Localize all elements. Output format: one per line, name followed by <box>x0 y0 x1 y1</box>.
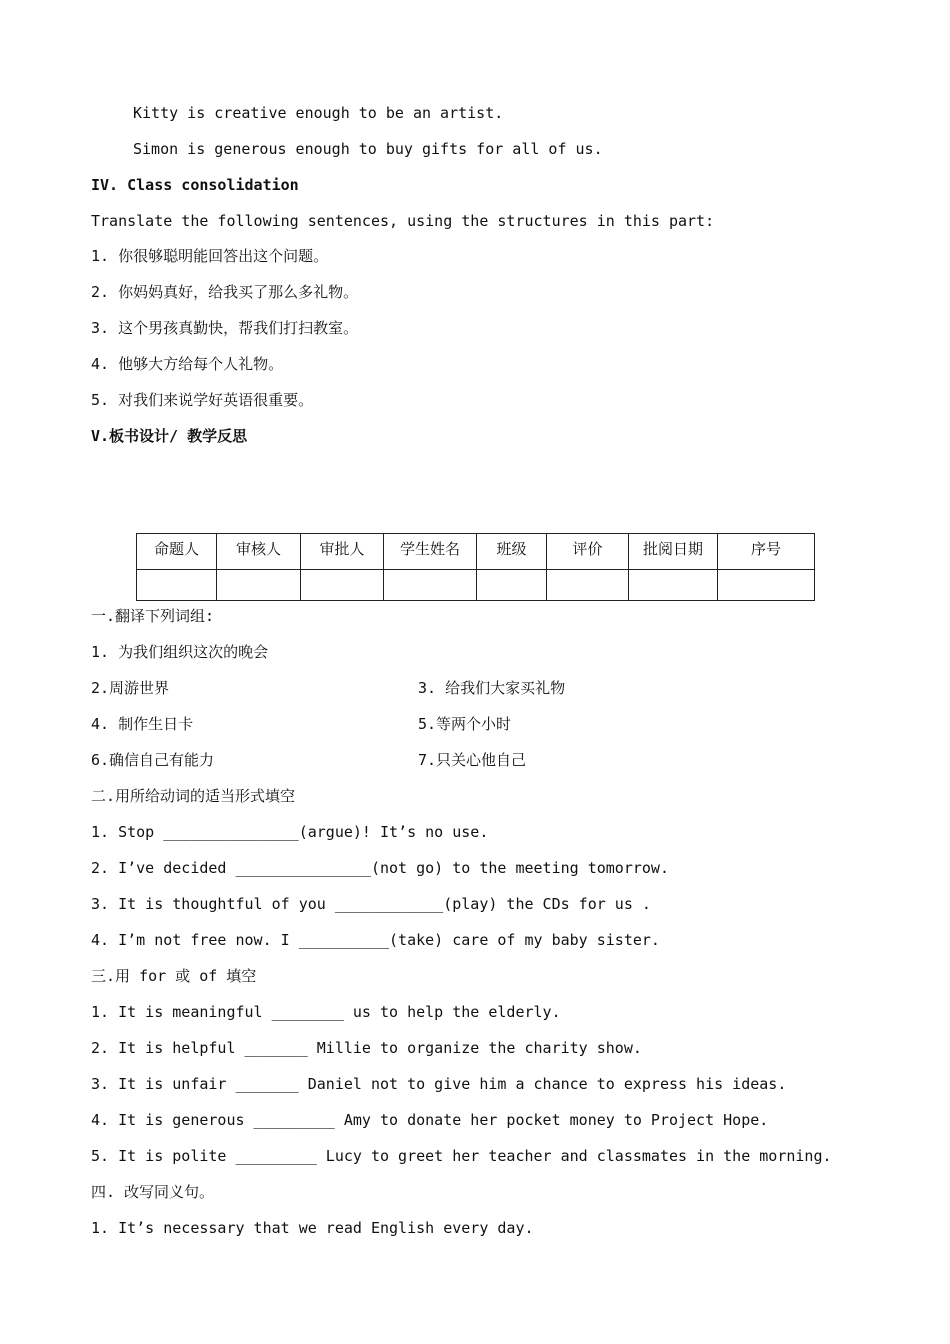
table-cell[interactable] <box>301 570 384 601</box>
part-heading-for-or-of: 三.用 for 或 of 填空 <box>91 967 257 985</box>
example-sentence: Kitty is creative enough to be an artist. <box>133 104 504 122</box>
table-cell[interactable] <box>718 570 815 601</box>
phrase-item: 3. 给我们大家买礼物 <box>418 679 566 697</box>
translation-item: 1. 你很够聪明能回答出这个问题。 <box>91 247 329 265</box>
table-cell[interactable] <box>477 570 547 601</box>
phrase-item: 6.确信自己有能力 <box>91 751 215 769</box>
example-sentence: Simon is generous enough to buy gifts for all of us. <box>133 140 603 158</box>
table-cell[interactable] <box>137 570 217 601</box>
phrase-item: 7.只关心他自己 <box>418 751 527 769</box>
fill-blank-item: 1. Stop _______________(argue)! It’s no use. <box>91 823 489 841</box>
fill-blank-item: 4. I’m not free now. I __________(take) care of my baby sister. <box>91 931 660 949</box>
fill-blank-item: 4. It is generous _________ Amy to donate her pocket money to Project Hope. <box>91 1111 769 1129</box>
section-heading-class-consolidation: IV. Class consolidation <box>91 176 299 194</box>
fill-blank-item: 1. It is meaningful ________ us to help the elderly. <box>91 1003 561 1021</box>
translation-item: 5. 对我们来说学好英语很重要。 <box>91 391 314 409</box>
fill-blank-item: 5. It is polite _________ Lucy to greet her teacher and classmates in the morning. <box>91 1147 832 1165</box>
table-header-cell: 批阅日期 <box>629 534 718 570</box>
table-cell[interactable] <box>384 570 477 601</box>
table-cell[interactable] <box>547 570 629 601</box>
section-instruction: Translate the following sentences, using the structures in this part: <box>91 212 715 230</box>
phrase-item: 4. 制作生日卡 <box>91 715 194 733</box>
fill-blank-item: 2. I’ve decided _______________(not go) to the meeting tomorrow. <box>91 859 669 877</box>
table-header-row <box>137 534 815 570</box>
translation-item: 2. 你妈妈真好，给我买了那么多礼物。 <box>91 283 359 301</box>
table-cell[interactable] <box>629 570 718 601</box>
table-header-cell: 序号 <box>718 534 815 570</box>
part-heading-verb-forms: 二.用所给动词的适当形式填空 <box>91 787 296 805</box>
fill-blank-item: 3. It is thoughtful of you ____________(play) the CDs for us . <box>91 895 651 913</box>
fill-blank-item: 2. It is helpful _______ Millie to organize the charity show. <box>91 1039 642 1057</box>
table-header-cell: 审核人 <box>217 534 301 570</box>
rewrite-item: 1. It’s necessary that we read English every day. <box>91 1219 534 1237</box>
phrase-item: 1. 为我们组织这次的晚会 <box>91 643 269 661</box>
table-header-cell: 命题人 <box>137 534 217 570</box>
info-table <box>136 533 815 601</box>
table-header-cell: 评价 <box>547 534 629 570</box>
translation-item: 3. 这个男孩真勤快，帮我们打扫教室。 <box>91 319 359 337</box>
table-row <box>137 570 815 601</box>
table-header-cell: 学生姓名 <box>384 534 477 570</box>
part-heading-rewrite: 四. 改写同义句。 <box>91 1183 215 1201</box>
table-cell[interactable] <box>217 570 301 601</box>
translation-item: 4. 他够大方给每个人礼物。 <box>91 355 284 373</box>
phrase-item: 5.等两个小时 <box>418 715 512 733</box>
table-header-cell: 审批人 <box>301 534 384 570</box>
section-heading-board-design: V.板书设计/ 教学反思 <box>91 427 248 445</box>
part-heading-translate-phrases: 一.翻译下列词组: <box>91 607 215 625</box>
table-header-cell: 班级 <box>477 534 547 570</box>
fill-blank-item: 3. It is unfair _______ Daniel not to give him a chance to express his ideas. <box>91 1075 787 1093</box>
phrase-item: 2.周游世界 <box>91 679 170 697</box>
